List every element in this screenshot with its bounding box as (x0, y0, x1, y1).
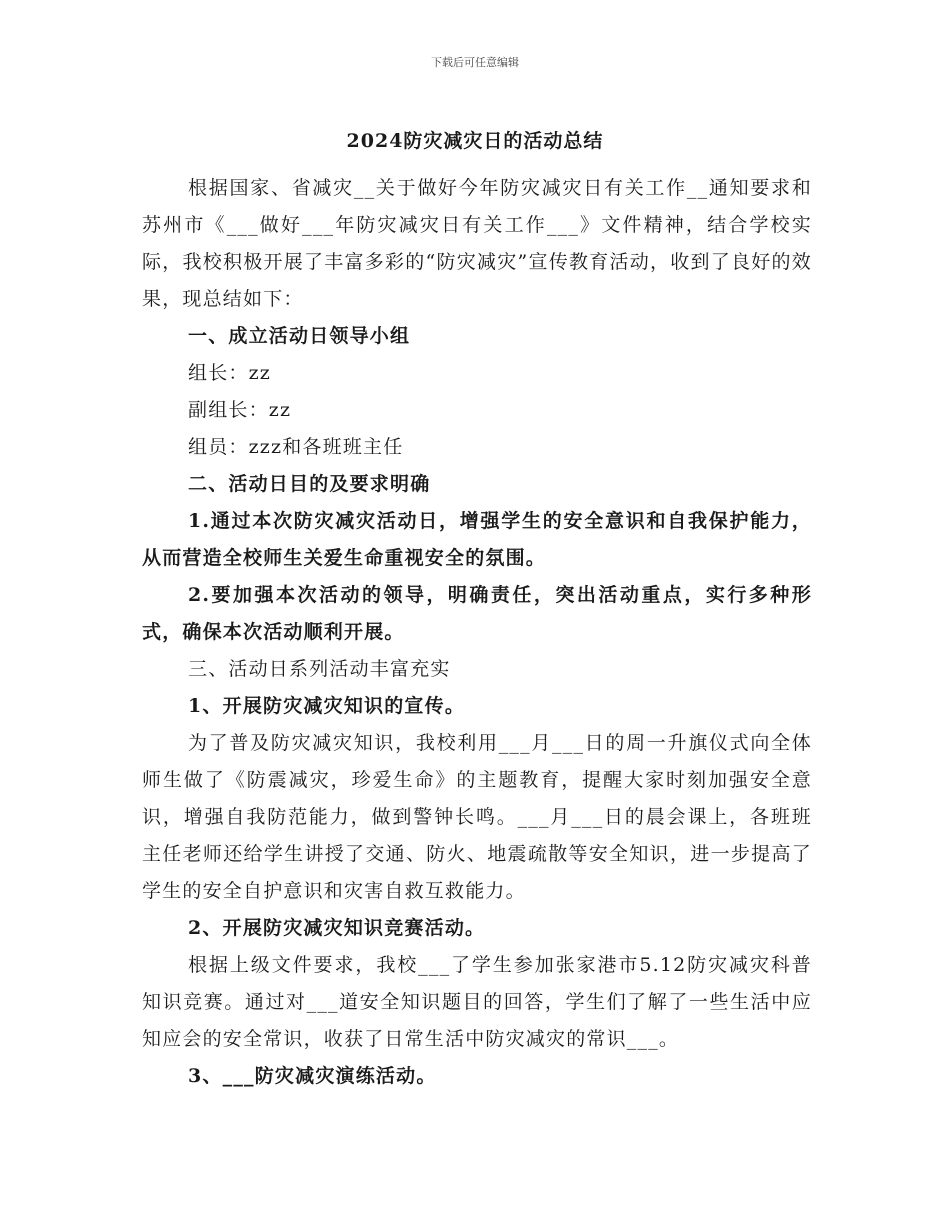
intro-paragraph: 根据国家、省减灾__关于做好今年防灾减灾日有关工作__通知要求和苏州市《___做好___年防灾减灾日有关工作___》文件精神，结合学校实际，我校积极开展了丰富多彩的“防灾减灾”宣传教育活动，收到了良好的效果，现总结如下： (142, 177, 812, 310)
competition-paragraph: 根据上级文件要求，我校___了学生参加张家港市5.12防灾减灾科普知识竞赛。通过对___道安全知识题目的回答，学生们了解了一些生活中应知应会的安全常识，收获了日常生活中防灾减灾的常识___。 (142, 954, 812, 1050)
document-title: 2024防灾减灾日的活动总结 (346, 130, 604, 152)
publicity-paragraph: 为了普及防灾减灾知识，我校利用___月___日的周一升旗仪式向全体师生做了《防震减灾，珍爱生命》的主题教育，提醒大家时刻加强安全意识，增强自我防范能力，做到警钟长鸣。___月___日的晨会课上，各班班主任老师还给学生讲授了交通、防火、地震疏散等安全知识，进一步提高了学生的安全自护意识和灾害自救互救能力。 (142, 732, 812, 902)
subheading-2: 2、开展防灾减灾知识竞赛活动。 (188, 917, 486, 939)
leader-line: 组长：zz (188, 362, 272, 384)
subheading-3: 3、___防灾减灾演练活动。 (188, 1065, 437, 1087)
deputy-leader-line: 副组长：zz (188, 399, 292, 421)
page-header-note: 下载后可任意编辑 (431, 56, 519, 69)
goal-paragraph-1: 1.通过本次防灾减灾活动日，增强学生的安全意识和自我保护能力，从而营造全校师生关爱生命重视安全的氛围。 (142, 510, 812, 569)
members-line: 组员：zzz和各班班主任 (188, 436, 404, 458)
document-body (142, 170, 812, 1095)
section-heading-2: 二、活动日目的及要求明确 (188, 473, 431, 495)
goal-paragraph-2: 2.要加强本次活动的领导，明确责任，突出活动重点，实行多种形式，确保本次活动顺利开展。 (142, 584, 812, 643)
subheading-1: 1、开展防灾减灾知识的宣传。 (188, 695, 466, 717)
section-heading-3: 三、活动日系列活动丰富充实 (188, 658, 451, 680)
section-heading-1: 一、成立活动日领导小组 (188, 325, 411, 347)
